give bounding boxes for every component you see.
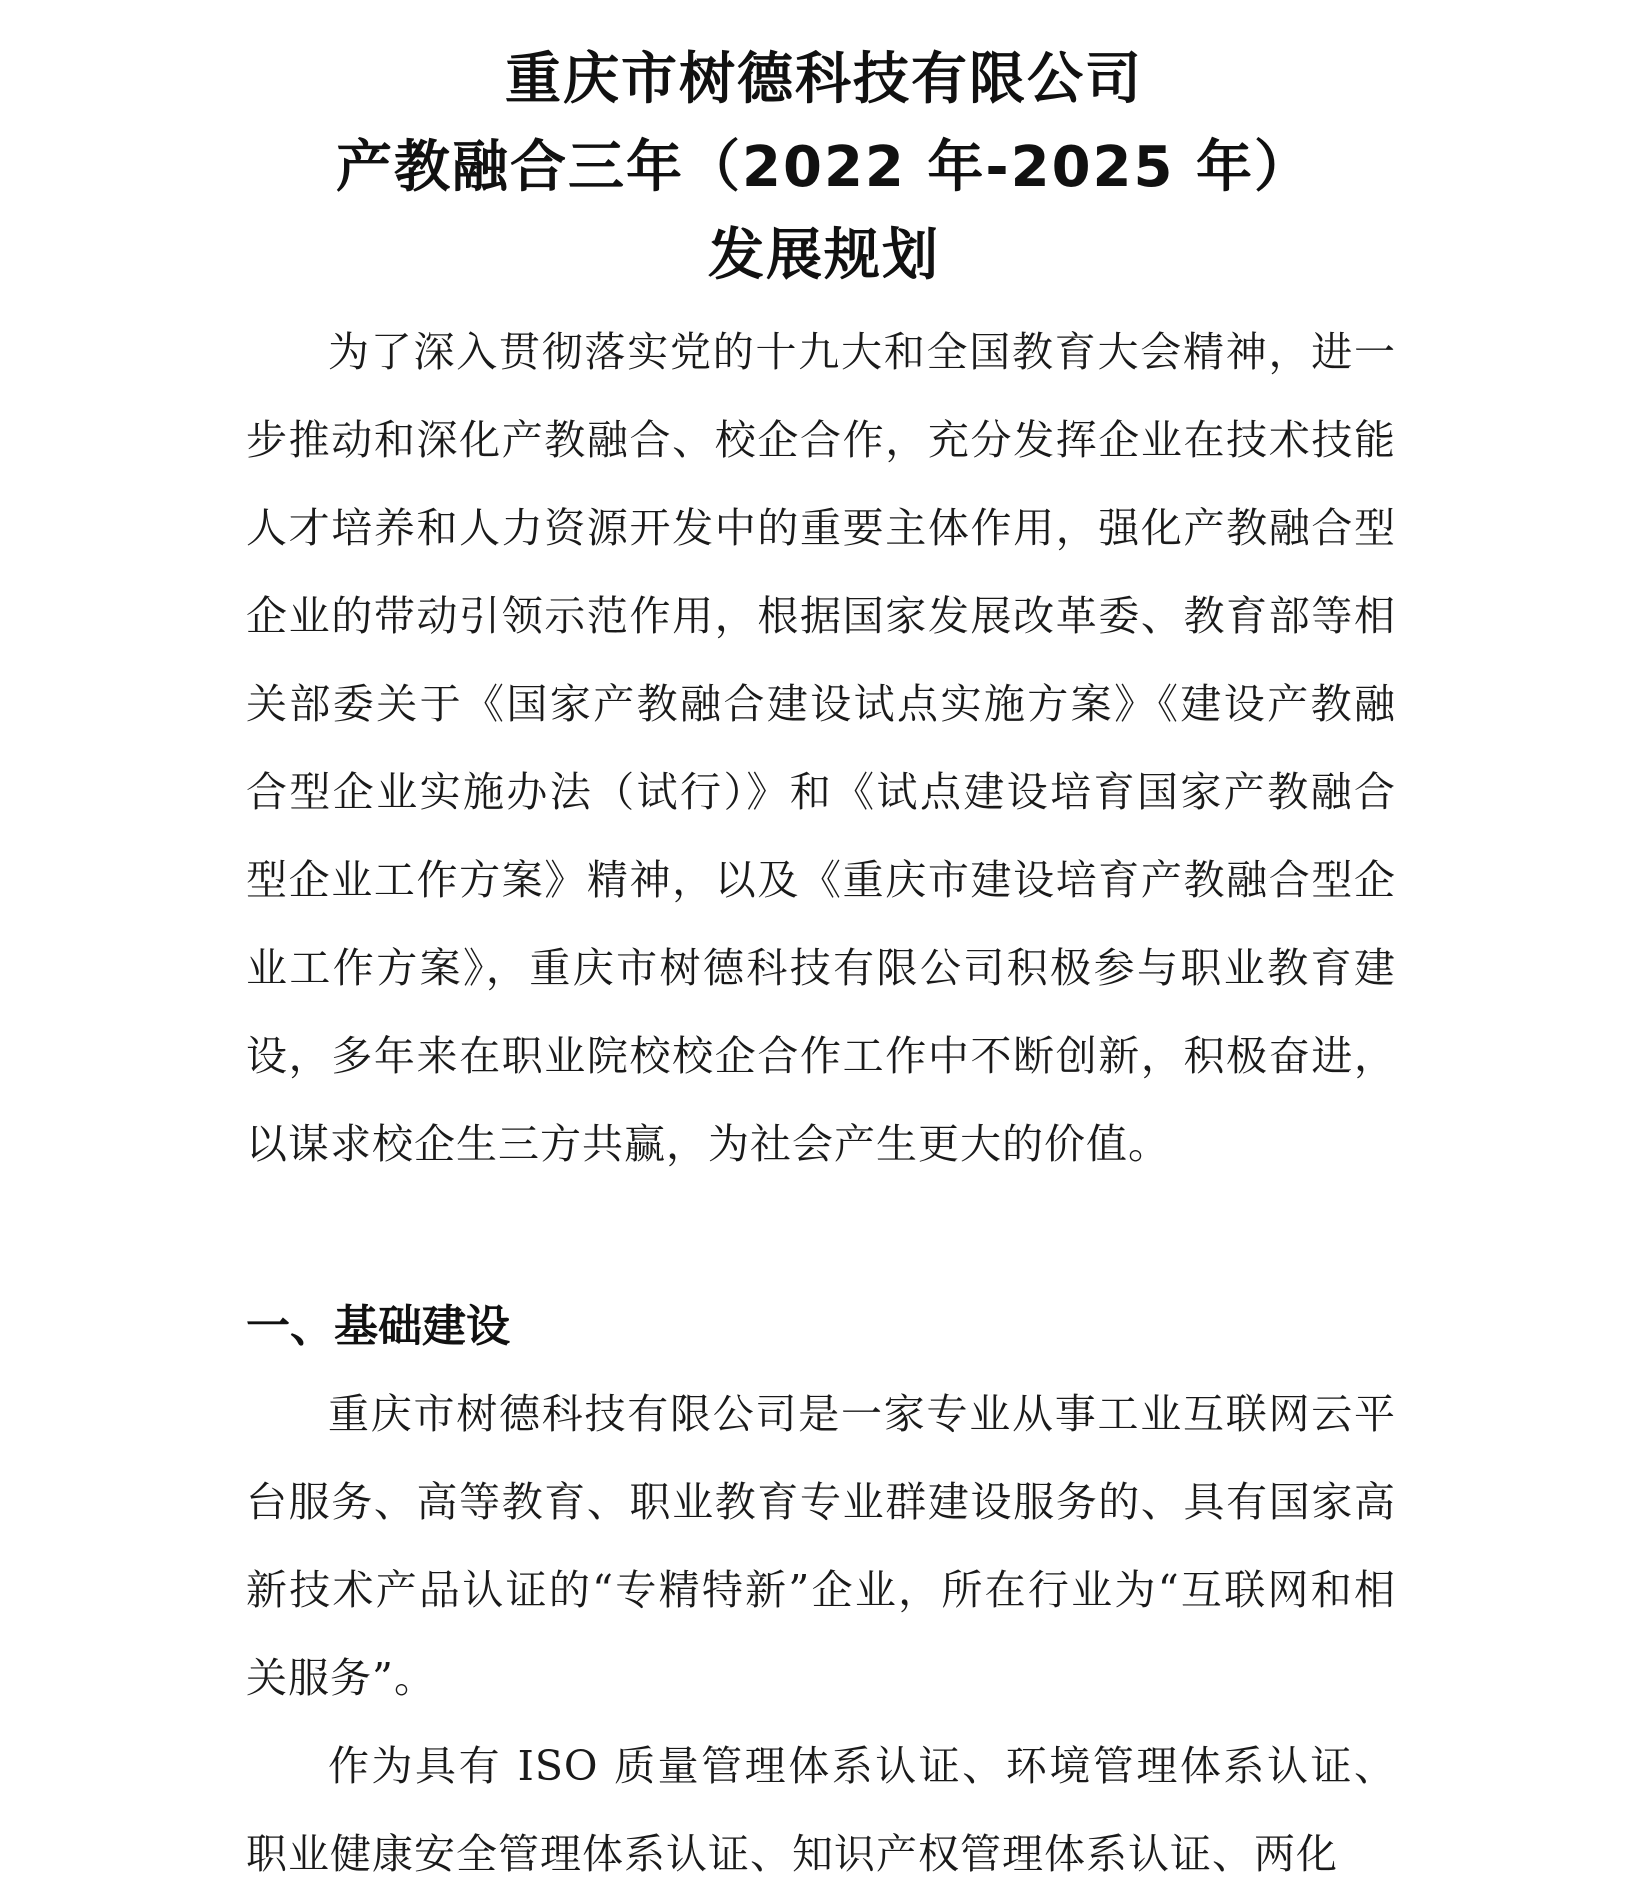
title-line-company: 重庆市树德科技有限公司 [505,47,1143,112]
company-profile-paragraph-block [246,1370,1396,1722]
title-line-subject: 产教融合三年（2022 年-2025 年） [336,135,1312,200]
certification-paragraph: 作为具有 ISO 质量管理体系认证、环境管理体系认证、职业健康安全管理体系认证、知识产权管理体系认证、两化 [246,1742,1396,1878]
certification-paragraph-block [246,1722,1396,1898]
section-heading-infrastructure: 一、基础建设 [246,1301,510,1352]
intro-paragraph: 为了深入贯彻落实党的十九大和全国教育大会精神，进一步推动和深化产教融合、校企合作，充分发挥企业在技术技能人才培养和人力资源开发中的重要主体作用，强化产教融合型企业的带动引领示范作用，根据国家发展改革委、教育部等相关部委关于《国家产教融合建设试点实施方案》《建设产教融合型企业实施办法（试行）》和《试点建设培育国家产教融合型企业工作方案》精神，以及《重庆市建设培育产教融合型企业工作方案》，重庆市树德科技有限公司积极参与职业教育建设，多年来在职业院校校企合作工作中不断创新，积极奋进，以谋求校企生三方共赢，为社会产生更大的价值。 [246,328,1396,1168]
company-profile-paragraph: 重庆市树德科技有限公司是一家专业从事工业互联网云平台服务、高等教育、职业教育专业群建设服务的、具有国家高新技术产品认证的“专精特新”企业，所在行业为“互联网和相关服务”。 [246,1390,1396,1702]
intro-paragraph-block [246,308,1396,1188]
document-title [0,36,1648,300]
title-line-plan: 发展规划 [708,223,940,288]
